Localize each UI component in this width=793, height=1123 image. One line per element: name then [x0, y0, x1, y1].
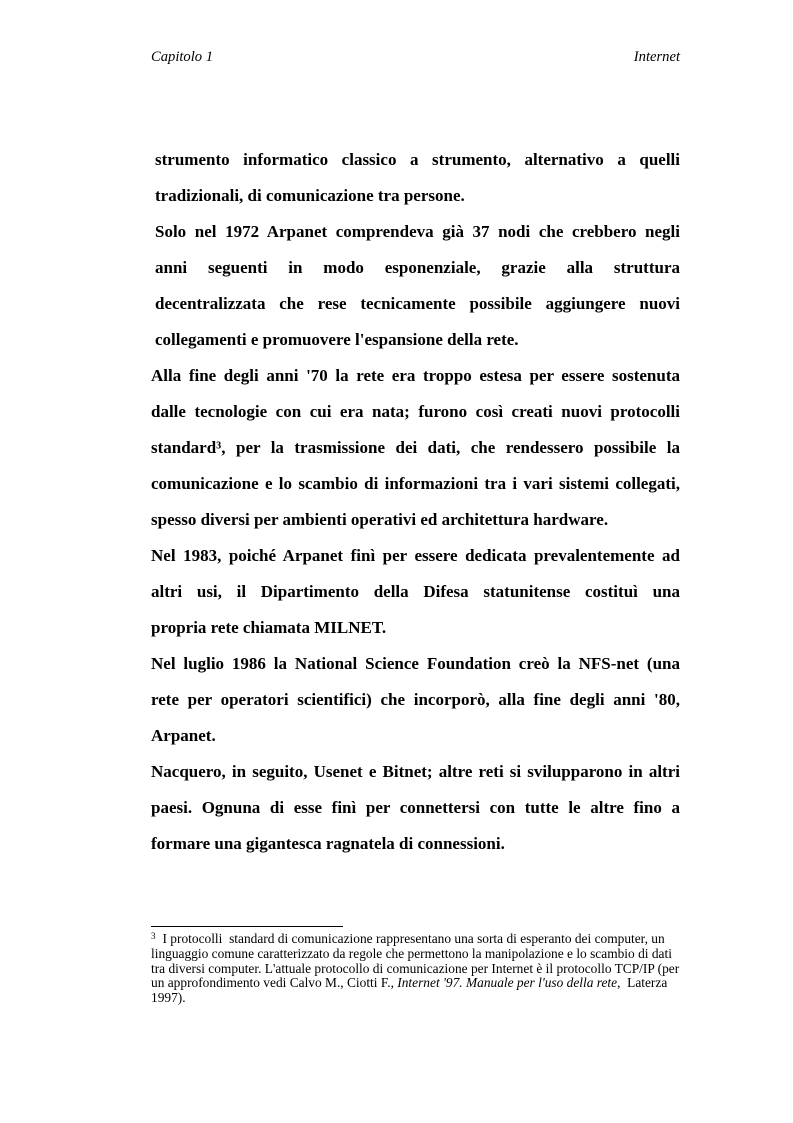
paragraph	[0, 214, 793, 358]
footnote-separator	[151, 926, 343, 927]
body-line: propria rete chiamata MILNET.	[151, 618, 387, 637]
body-line: Solo nel 1972 Arpanet comprendeva già 37 nodi che crebbero negli	[155, 222, 680, 241]
footnote-line	[151, 976, 711, 991]
footnote-reference-authors: un approfondimento vedi Calvo M., Ciotti F.,	[151, 975, 398, 991]
footnote-text: I protocolli standard di comunicazione rappresentano una sorta di esperanto dei computer, un	[162, 931, 665, 946]
paragraph	[0, 538, 793, 646]
paragraph	[0, 646, 793, 754]
body-line: Nacquero, in seguito, Usenet e Bitnet; altre reti si svilupparono in altri	[151, 762, 680, 781]
body-line: collegamenti e promuovere l'espansione della rete.	[155, 330, 519, 349]
body-text	[0, 142, 793, 862]
body-line: dalle tecnologie con cui era nata; furono così creati nuovi protocolli	[151, 402, 680, 421]
body-line: decentralizzata che rese tecnicamente possibile aggiungere nuovi	[155, 294, 680, 313]
footnote-line: 1997).	[151, 990, 186, 1006]
body-line: comunicazione e lo scambio di informazioni tra i vari sistemi collegati,	[151, 474, 680, 493]
body-line: Nel 1983, poiché Arpanet finì per essere dedicata prevalentemente ad	[151, 546, 680, 565]
body-line: formare una gigantesca ragnatela di connessioni.	[151, 834, 505, 853]
body-line: Nel luglio 1986 la National Science Foundation creò la NFS-net (una	[151, 654, 680, 673]
paragraph	[0, 142, 793, 214]
body-line: spesso diversi per ambienti operativi ed architettura hardware.	[151, 510, 609, 529]
body-line: tradizionali, di comunicazione tra persone.	[155, 186, 465, 205]
footnote-line: tra diversi computer. L'attuale protocollo di comunicazione per Internet è il protocollo TCP/IP (per	[151, 960, 680, 976]
body-line: rete per operatori scientifici) che incorporò, alla fine degli anni '80,	[151, 690, 680, 709]
footnote-reference-publisher: , Laterza	[617, 975, 668, 991]
footnote-reference-title: Internet '97. Manuale per l'uso della rete	[397, 975, 618, 991]
section-header: Internet	[633, 49, 680, 65]
paragraph	[0, 358, 793, 538]
body-line: Alla fine degli anni '70 la rete era troppo estesa per essere sostenuta	[151, 366, 680, 385]
paragraph	[0, 754, 793, 862]
chapter-header: Capitolo 1	[151, 49, 214, 65]
body-line: Arpanet.	[151, 726, 216, 745]
footnote	[151, 932, 711, 1006]
footnote-line: linguaggio comune caratterizzato da regole che permettono la manipolazione e lo scambio di dati	[151, 945, 672, 961]
body-line: altri usi, il Dipartimento della Difesa statunitense costituì una	[151, 582, 680, 601]
body-line: paesi. Ognuna di esse finì per connettersi con tutte le altre fino a	[151, 798, 680, 817]
footnote-marker: 3	[151, 931, 156, 941]
body-line: anni seguenti in modo esponenziale, grazie alla struttura	[155, 258, 680, 277]
body-line: standard³, per la trasmissione dei dati, che rendessero possibile la	[151, 438, 680, 457]
body-line: strumento informatico classico a strumento, alternativo a quelli	[155, 150, 680, 169]
footnote-line	[151, 932, 711, 947]
